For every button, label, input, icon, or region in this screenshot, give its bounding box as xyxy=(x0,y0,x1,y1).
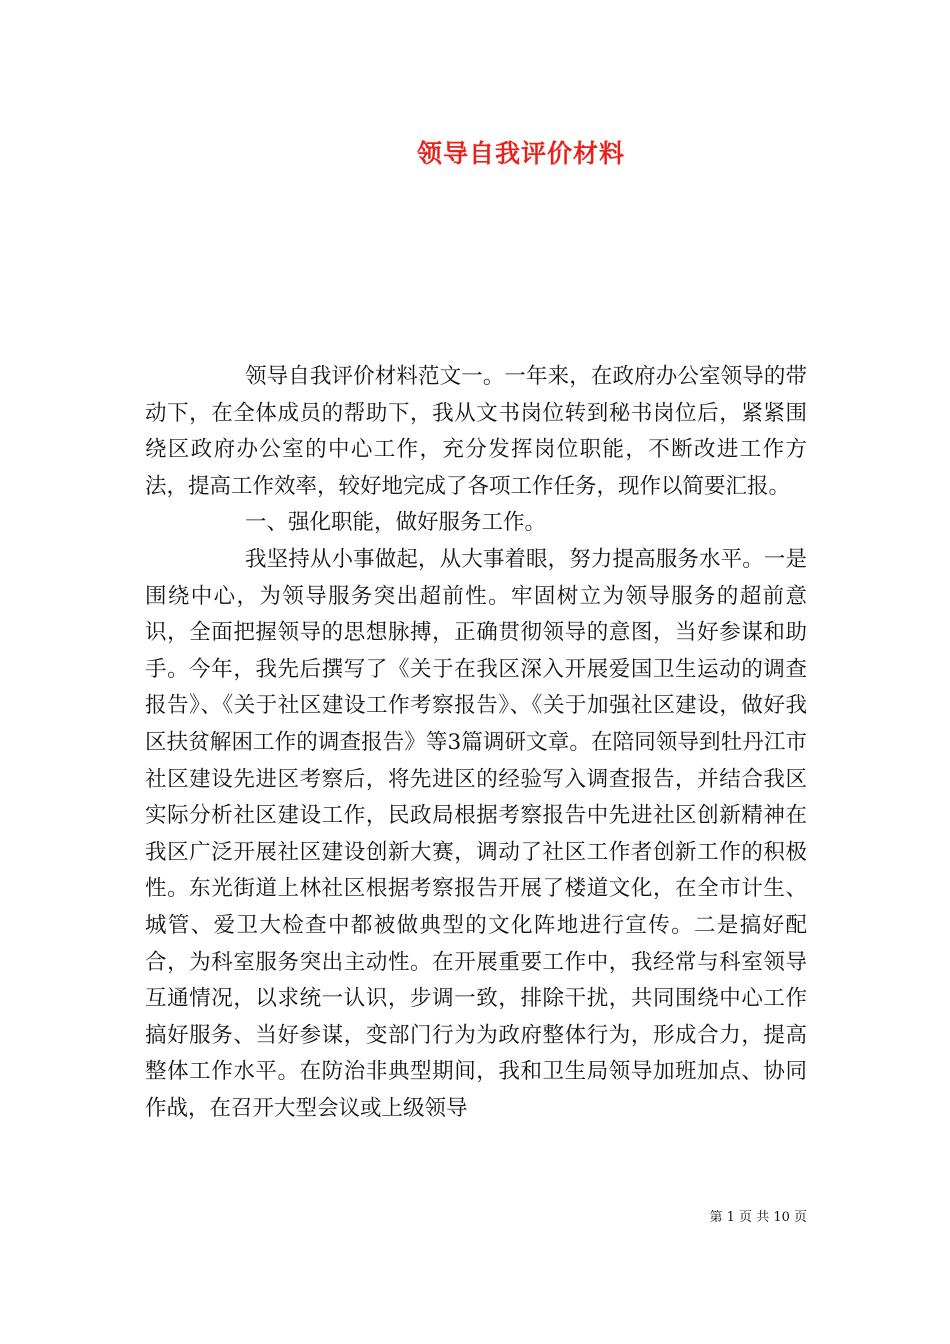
page-title: 领导自我评价材料 xyxy=(416,139,625,168)
section-heading-1: 一、强化职能，做好服务工作。 xyxy=(245,510,547,536)
paragraph-intro: 领导自我评价材料范文一。一年来，在政府办公室领导的带动下，在全体成员的帮助下，我从文书岗位转到秘书岗位后，紧紧围绕区政府办公室的中心工作，充分发挥岗位职能，不断改进工作方法，提高工作效率，较好地完成了各项工作任务，现作以简要汇报。 xyxy=(145,364,807,499)
document-body xyxy=(145,359,807,1127)
page-number-footer: 第 1 页 共 10 页 xyxy=(709,1210,807,1225)
paragraph-section-1: 我坚持从小事做起，从大事着眼，努力提高服务水平。一是围绕中心，为领导服务突出超前性。牢固树立为领导服务的超前意识，全面把握领导的思想脉搏，正确贯彻领导的意图，当好参谋和助手。今年，我先后撰写了《关于在我区深入开展爱国卫生运动的调查报告》、《关于社区建设工作考察报告》、《关于加强社区建设，做好我区扶贫解困工作的调查报告》等3篇调研文章。在陪同领导到牡丹江市社区建设先进区考察后，将先进区的经验写入调查报告，并结合我区实际分析社区建设工作，民政局根据考察报告中先进社区创新精神在我区广泛开展社区建设创新大赛，调动了社区工作者创新工作的积极性。东光街道上林社区根据考察报告开展了楼道文化，在全市计生、城管、爱卫大检查中都被做典型的文化阵地进行宣传。二是搞好配合，为科室服务突出主动性。在开展重要工作中，我经常与科室领导互通情况，以求统一认识，步调一致，排除干扰，共同围绕中心工作搞好服务、当好参谋，变部门行为为政府整体行为，形成合力，提高整体工作水平。在防治非典型期间，我和卫生局领导加班加点、协同作战，在召开大型会议或上级领导 xyxy=(145,546,807,1121)
